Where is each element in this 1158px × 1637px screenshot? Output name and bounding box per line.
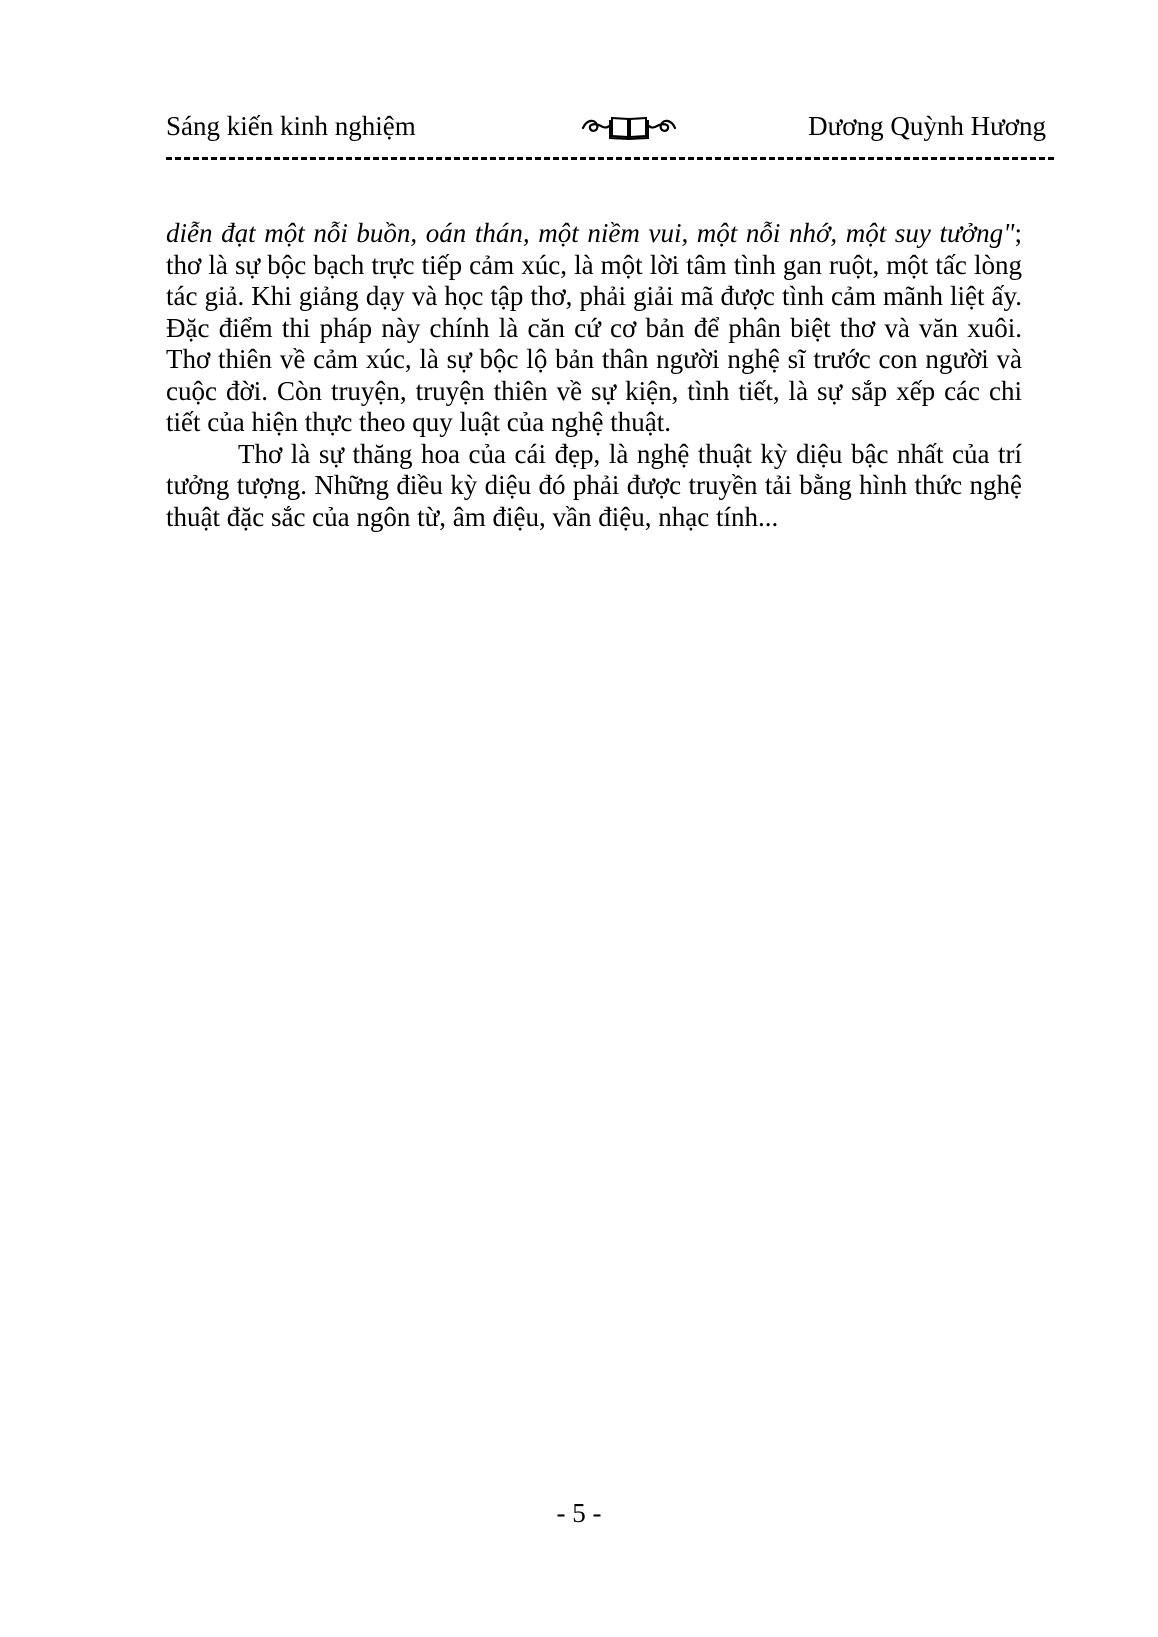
paragraph-text: ; thơ là sự bộc bạch trực tiếp cảm xúc, là một lời tâm tình gan ruột, một tấc lòng tác giả. Khi giảng dạy và học tập thơ, phải giải mã được tình cảm mãnh liệt ấy. Đặc điểm thi pháp này chính là căn cứ cơ bản để phân biệt thơ và văn xuôi. Thơ thiên về cảm xúc, là sự bộc lộ bản thân người nghệ sĩ trước con người và cuộc đời. Còn truyện, truyện thiên về sự kiện, tình tiết, là sự sắp xếp các chi tiết của hiện thực theo quy luật của nghệ thuật. [166, 218, 1022, 437]
page-number: - 5 - [556, 1498, 602, 1528]
page-header [166, 106, 1048, 146]
italic-quote: diễn đạt một nỗi buồn, oán thán, một niềm vui, một nỗi nhớ, một suy tưởng" [166, 218, 1015, 248]
author-name: Dương Quỳnh Hương [808, 111, 1046, 141]
document-body [166, 218, 1022, 533]
paragraph: Thơ là sự thăng hoa của cái đẹp, là nghệ thuật kỳ diệu bậc nhất của trí tưởng tượng. Những điều kỳ diệu đó phải được truyền tải bằng hình thức nghệ thuật đặc sắc của ngôn từ, âm điệu, vần điệu, nhạc tính... [166, 438, 1022, 532]
header-divider [166, 157, 1054, 160]
book-ornament-icon [581, 112, 677, 140]
paragraph [166, 218, 1022, 439]
document-title: Sáng kiến kinh nghiệm [166, 111, 416, 141]
